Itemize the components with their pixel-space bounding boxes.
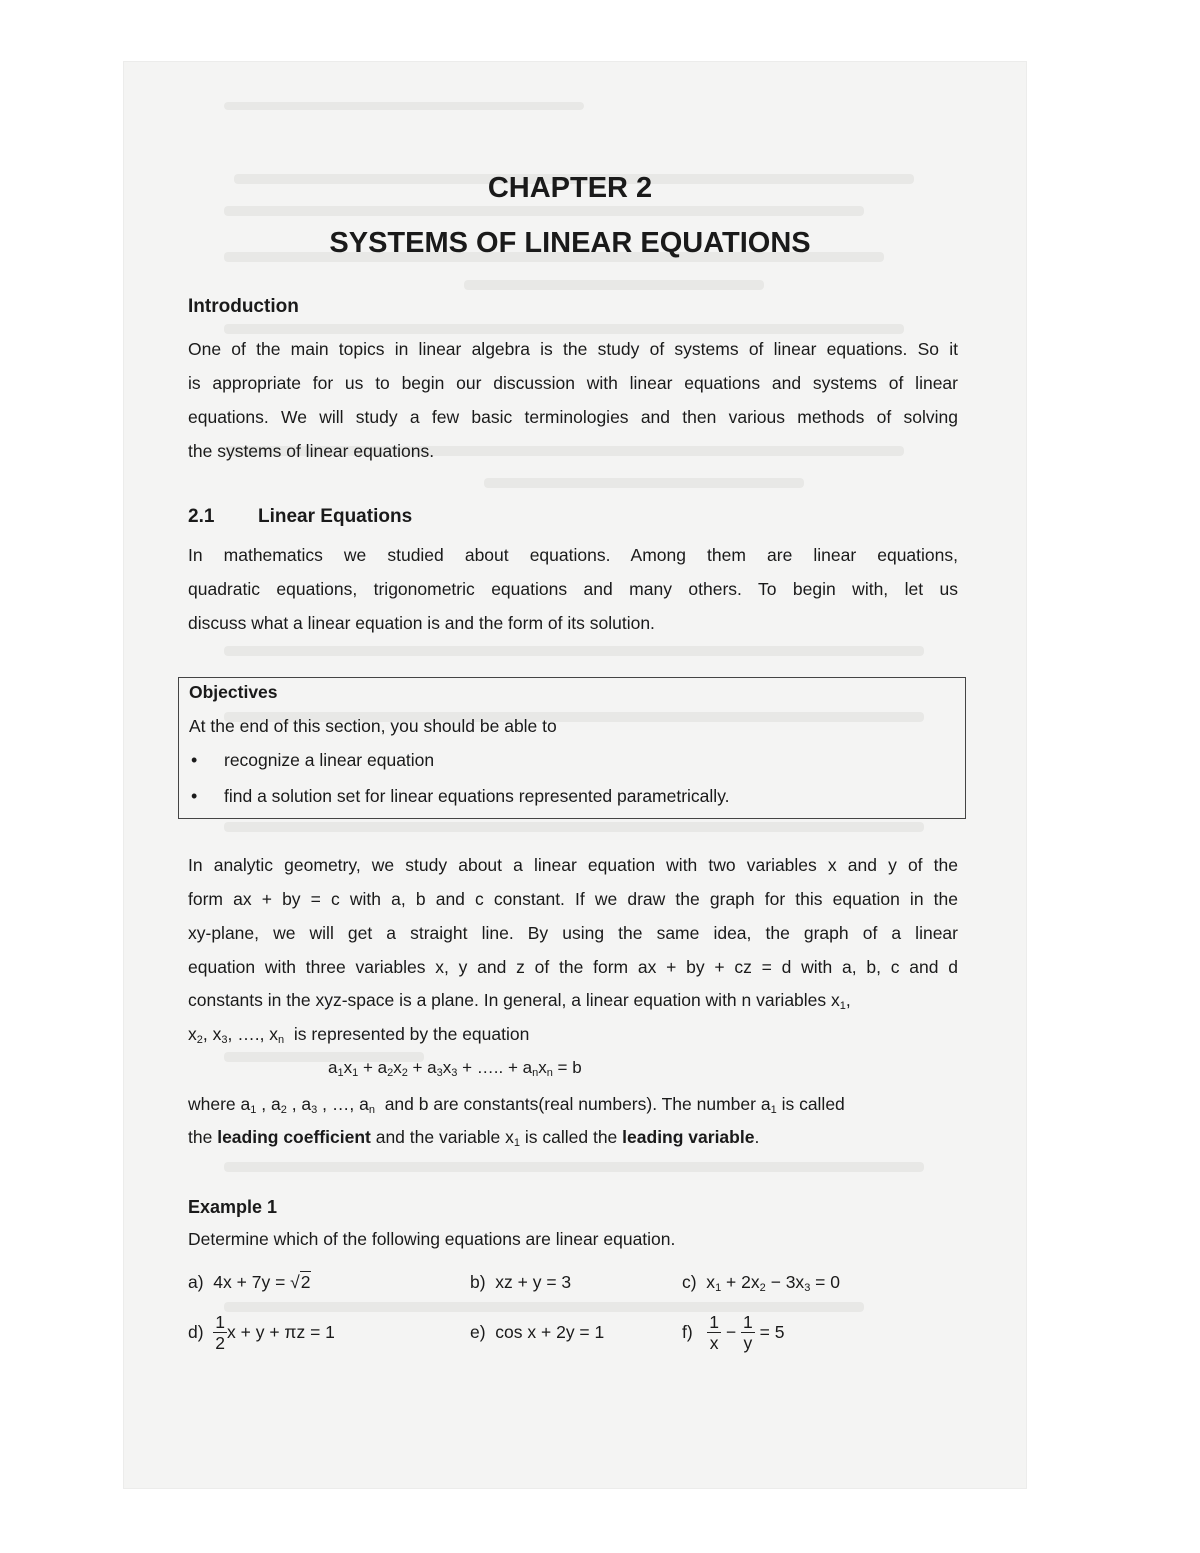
chapter-title: SYSTEMS OF LINEAR EQUATIONS [329, 227, 811, 259]
analytic-line-6: $x_2$, $x_3$, …., $x_n$ is represented by the equation [188, 1024, 530, 1046]
intro-line: equations. We will study a few basic terminologies and then various methods of solving [188, 407, 958, 427]
analytic-line: In analytic geometry, we study about a linear equation with two variables x and y of the [188, 855, 958, 875]
example-item-b: b) xz + y = 3 [470, 1272, 572, 1292]
bullet-icon: • [191, 750, 198, 770]
where-line: where $a_1$ , $a_2$ , $a_3$ , …, $a_n$ and b are constants(real numbers). The number $a_1$ is called [188, 1094, 845, 1116]
objectives-intro: At the end of this section, you should be able to [189, 716, 557, 736]
section-line: In mathematics we studied about equations. Among them are linear equations, [188, 545, 958, 565]
leading-coefficient-term: leading coefficient [217, 1127, 371, 1147]
example-item-d: d) $\frac{1}{2}$ x + y + πz = 1 [188, 1312, 335, 1353]
analytic-paragraph [188, 848, 958, 984]
example-prompt: Determine which of the following equations are linear equation. [188, 1229, 676, 1249]
intro-line: One of the main topics in linear algebra is the study of systems of linear equations. So it [188, 339, 958, 359]
analytic-line-5: constants in the xyz-space is a plane. In general, a linear equation with n variables $x_1$, [188, 990, 851, 1012]
leading-variable-term: leading variable [622, 1127, 755, 1147]
leading-line: the leading coefficient and the variable $x_1$ is called the leading variable. [188, 1127, 760, 1149]
analytic-line: form ax + by = c with a, b and c constant. If we draw the graph for this equation in the [188, 889, 958, 909]
intro-line: the systems of linear equations. [188, 441, 435, 461]
fraction: $\frac{1}{2}$ [215, 1312, 226, 1353]
section-line: discuss what a linear equation is and the form of its solution. [188, 613, 655, 633]
section-line: quadratic equations, trigonometric equations and many others. To begin with, let us [188, 579, 958, 599]
fraction: $\frac{1}{y}$ [743, 1312, 753, 1353]
objective-item: recognize a linear equation [224, 750, 435, 770]
general-equation: $a_1x_1 + a_2x_2 + a_3x_3$ + ….. + $a_nx_n = b$ [328, 1058, 582, 1079]
objectives-box [178, 677, 966, 819]
example-item-a: a) 4x + 7y = √2 [188, 1272, 311, 1292]
section-title: Linear Equations [258, 506, 413, 527]
section-paragraph [188, 538, 958, 640]
introduction-paragraph [188, 332, 958, 468]
objectives-heading: Objectives [189, 682, 278, 702]
objective-item: find a solution set for linear equations represented parametrically. [224, 786, 730, 806]
example-heading: Example 1 [188, 1197, 278, 1217]
example-item-e: e) cos x + 2y = 1 [470, 1322, 605, 1342]
example-item-c: c) $x_1 + 2x_2 - 3x_3 = 0$ [682, 1272, 840, 1294]
chapter-number: CHAPTER 2 [487, 172, 653, 204]
fraction: $\frac{1}{x}$ [709, 1312, 720, 1353]
analytic-line: xy-plane, we will get a straight line. By using the same idea, the graph of a linear [188, 923, 958, 943]
section-number: 2.1 [188, 506, 215, 527]
analytic-line: equation with three variables x, y and z of the form ax + by + cz = d with a, b, c and d [188, 957, 958, 977]
bullet-icon: • [191, 786, 198, 806]
intro-line: is appropriate for us to begin our discussion with linear equations and systems of linear [188, 373, 958, 393]
example-item-f: f) $\frac{1}{x}$ − $\frac{1}{y}$ = 5 [682, 1312, 785, 1353]
introduction-heading: Introduction [188, 296, 299, 317]
